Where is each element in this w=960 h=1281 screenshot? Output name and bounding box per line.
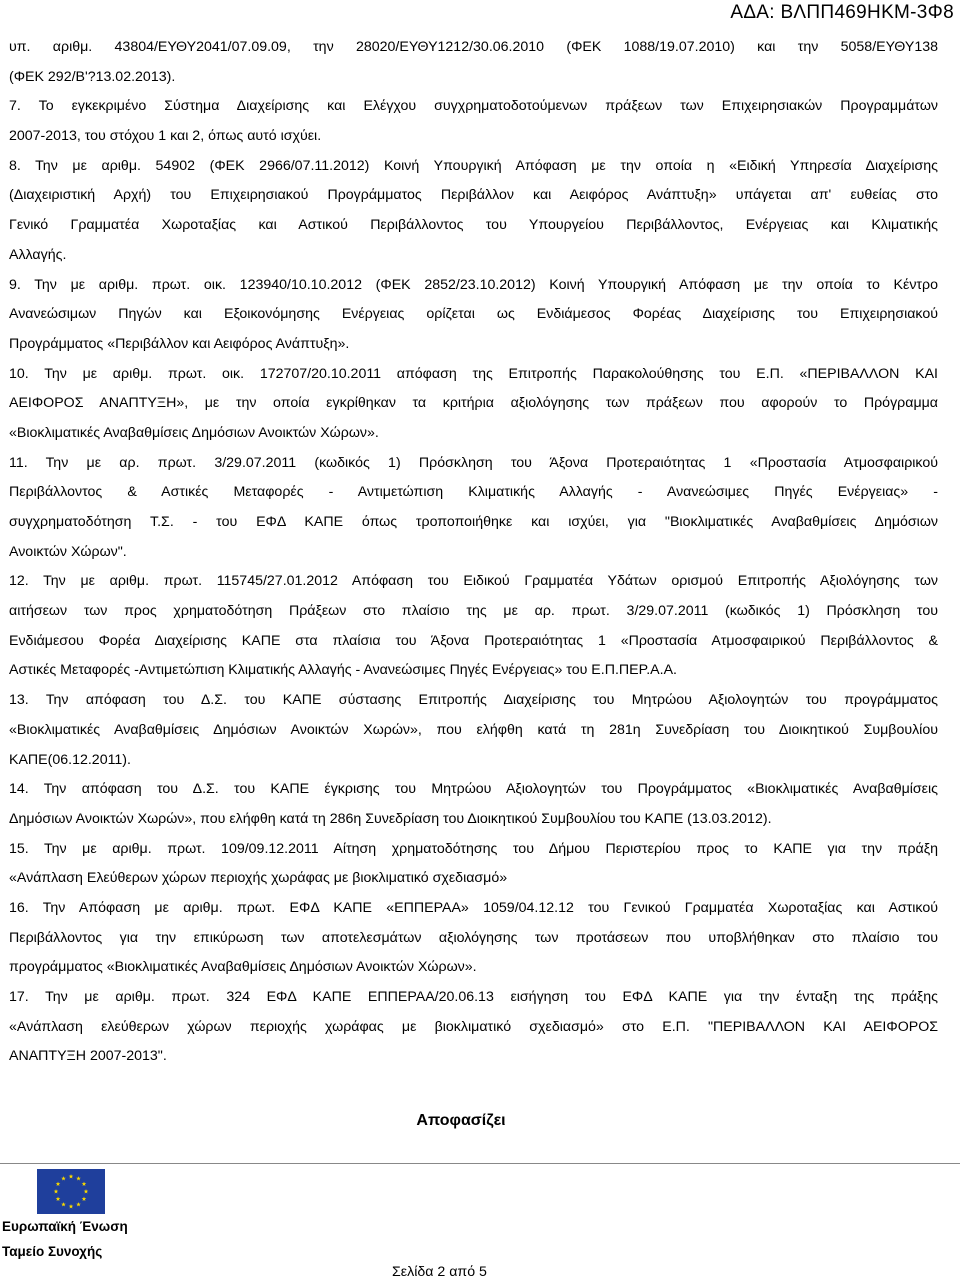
body-line: «Ανάπλαση ελεύθερων χώρων περιοχής χωράφας με βιοκλιματικό σχεδιασμό» στο Ε.Π. "ΠΕΡΙΒΑΛΛΟΝ ΚΑΙ ΑΕΙΦΟΡΟΣ (9, 1018, 938, 1035)
body-line: 9. Την με αριθμ. πρωτ. οικ. 123940/10.10.2012 (ΦΕΚ 2852/23.10.2012) Κοινή Υπουργική Απόφαση με την οποία το Κέντρο (9, 276, 938, 293)
body-line: 7. Το εγκεκριμένο Σύστημα Διαχείρισης και Ελέγχου συγχρηματοδοτούμενων πράξεων των Επιχειρησιακών Προγραμμάτων (9, 98, 938, 115)
body-line: «Βιοκλιματικές Αναβαθμίσεις Δημόσιων Ανοικτών Χώρων». (9, 424, 379, 441)
body-line: (ΦΕΚ 292/Β'?13.02.2013). (9, 68, 176, 85)
body-line: Δημόσιων Ανοικτών Χωρών», που ελήφθη κατά τη 286η Συνεδρίαση του Διοικητικού Συμβουλίου του ΚΑΠΕ (13.03.2012). (9, 810, 772, 827)
body-line: Περιβάλλοντος & Αστικές Μεταφορές - Αντιμετώπιση Κλιματικής Αλλαγής - Ανανεώσιμες Πηγές Ενέργειας» - (9, 484, 938, 501)
document-body (9, 33, 938, 1072)
body-line: «Βιοκλιματικές Αναβαθμίσεις Δημόσιων Ανοικτών Χωρών», που ελήφθη κατά τη 281η Συνεδρίαση του Διοικητικού Συμβουλίου (9, 721, 938, 738)
body-line: υπ. αριθμ. 43804/ΕΥΘΥ2041/07.09.09, την 28020/ΕΥΘΥ1212/30.06.2010 (ΦΕΚ 1088/19.07.2010) και την 5058/ΕΥΘΥ138 (9, 39, 938, 55)
decision-heading: Αποφασίζει (416, 1112, 506, 1129)
fund-name: Ταμείο Συνοχής (2, 1244, 103, 1259)
body-line: 12. Την με αριθμ. πρωτ. 115745/27.01.2012 Απόφαση του Ειδικού Γραμματέα Υδάτων ορισμού Επιτροπής Αξιολόγησης των (9, 573, 938, 590)
body-line: 10. Την με αριθμ. πρωτ. οικ. 172707/20.10.2011 απόφαση της Επιτροπής Παρακολούθησης του Ε.Π. «ΠΕΡΙΒΑΛΛΟΝ ΚΑΙ (9, 365, 938, 382)
body-line: ΑΕΙΦΟΡΟΣ ΑΝΑΠΤΥΞΗ», με την οποία εγκρίθηκαν τα κριτήρια αξιολόγησης των πράξεων που αφορούν το Πρόγραμμα (9, 395, 938, 412)
eu-flag-icon (37, 1169, 105, 1214)
body-line: αιτήσεων των προς χρηματοδότηση Πράξεων στο πλαίσιο της με αρ. πρωτ. 3/29.07.2011 (κωδικός 1) Πρόσκληση του (9, 603, 938, 620)
eu-name: Ευρωπαϊκή Ένωση (2, 1219, 128, 1234)
body-line: Ενδιάμεσου Φορέα Διαχείρισης ΚΑΠΕ στα πλαίσια του Άξονα Προτεραιότητας 1 «Προστασία Ατμοσφαιρικού Περιβάλλοντος & (9, 632, 938, 649)
body-line: «Ανάπλαση Ελεύθερων χώρων περιοχής χωράφας με βιοκλιματικό σχεδιασμό» (9, 870, 508, 887)
body-line: 13. Την απόφαση του Δ.Σ. του ΚΑΠΕ σύστασης Επιτροπής Διαχείρισης του Μητρώου Αξιολογητών του προγράμματος (9, 692, 938, 709)
body-line: Περιβάλλοντος για την επικύρωση των αποτελεσμάτων αξιολόγησης των προτάσεων που υποβλήθηκαν στο πλαίσιο του (9, 929, 938, 946)
body-line: ΑΝΑΠΤΥΞΗ 2007-2013". (9, 1048, 167, 1065)
page-number: Σελίδα 2 από 5 (392, 1264, 487, 1280)
body-line: 16. Την Απόφαση με αριθμ. πρωτ. ΕΦΔ ΚΑΠΕ «ΕΠΠΕΡΑΑ» 1059/04.12.12 του Γενικού Γραμματέα Χωροταξίας και Αστικού (9, 899, 938, 916)
body-line: Γενικό Γραμματέα Χωροταξίας και Αστικού Περιβάλλοντος του Υπουργείου Περιβάλλοντος, Ενέργειας και Κλιματικής (9, 217, 938, 234)
body-line: Ανανεώσιμων Πηγών και Εξοικονόμησης Ενέργειας ορίζεται ως Ενδιάμεσος Φορέας Διαχείρισης του Επιχειρησιακού (9, 306, 938, 323)
body-line: 17. Την με αριθμ. πρωτ. 324 ΕΦΔ ΚΑΠΕ ΕΠΠΕΡΑΑ/20.06.13 εισήγηση του ΕΦΔ ΚΑΠΕ για την ένταξη της πράξης (9, 989, 938, 1005)
body-line: 14. Την απόφαση του Δ.Σ. του ΚΑΠΕ έγκρισης του Μητρώου Αξιολογητών του Προγράμματος «Βιοκλιματικές Αναβαθμίσεις (9, 781, 938, 798)
ada-code: ΑΔΑ: ΒΛΠΠ469ΗΚΜ-3Φ8 (730, 2, 954, 23)
body-line: 2007-2013, του στόχου 1 και 2, όπως αυτό ισχύει. (9, 128, 322, 145)
body-line: (Διαχειριστική Αρχή) του Επιχειρησιακού Προγράμματος Περιβάλλον και Αειφόρος Ανάπτυξη» υπάγεται απ' ευθείας στο (9, 187, 938, 204)
body-line: συγχρηματοδότηση Τ.Σ. - του ΕΦΔ ΚΑΠΕ όπως τροποποιήθηκε και ισχύει, για "Βιοκλιματικές Αναβαθμίσεις Δημόσιων (9, 514, 938, 530)
body-line: 15. Την με αριθμ. πρωτ. 109/09.12.2011 Αίτηση χρηματοδότησης του Δήμου Περιστερίου προς το ΚΑΠΕ για την πράξη (9, 840, 938, 857)
body-line: Ανοικτών Χώρων". (9, 543, 127, 560)
body-line: ΚΑΠΕ(06.12.2011). (9, 751, 131, 768)
body-line: προγράμματος «Βιοκλιματικές Αναβαθμίσεις Δημόσιων Ανοικτών Χώρων». (9, 959, 477, 976)
body-line: 8. Την με αριθμ. 54902 (ΦΕΚ 2966/07.11.2012) Κοινή Υπουργική Απόφαση με την οποία η «Ειδική Υπηρεσία Διαχείρισης (9, 157, 938, 174)
footer-divider (0, 1163, 960, 1164)
body-line: 11. Την με αρ. πρωτ. 3/29.07.2011 (κωδικός 1) Πρόσκληση του Άξονα Προτεραιότητας 1 «Προστασία Ατμοσφαιρικού (9, 454, 938, 471)
body-line: Αλλαγής. (9, 246, 67, 263)
body-line: Προγράμματος «Περιβάλλον και Αειφόρος Ανάπτυξη». (9, 335, 350, 352)
body-line: Αστικές Μεταφορές -Αντιμετώπιση Κλιματικής Αλλαγής - Ανανεώσιμες Πηγές Ενέργειας» του Ε.Π.ΠΕΡ.Α.Α. (9, 662, 677, 679)
